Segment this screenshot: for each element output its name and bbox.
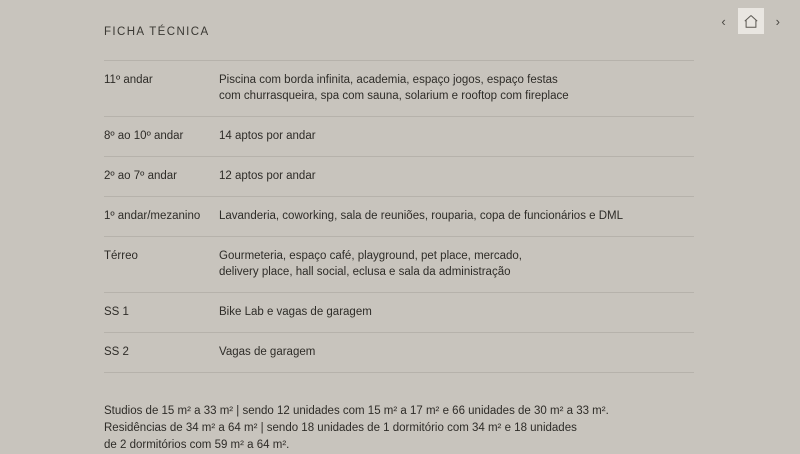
- page-navigation: [719, 8, 782, 34]
- row-value-line: Gourmeteria, espaço café, playground, pet place, mercado,: [219, 250, 523, 262]
- row-value-line: Piscina com borda infinita, academia, espaço jogos, espaço festas: [219, 74, 558, 86]
- row-value-line: Bike Lab e vagas de garagem: [219, 306, 372, 318]
- footnote-line: Studios de 15 m² a 33 m² | sendo 12 unidades com 15 m² a 17 m² e 66 unidades de 30 m² a 33 m².: [104, 405, 609, 417]
- row-label: Térreo: [104, 237, 219, 293]
- page-title: FICHA TÉCNICA: [104, 26, 210, 38]
- row-label: SS 2: [104, 333, 219, 373]
- row-label: 1º andar/mezanino: [104, 197, 219, 237]
- table-row: [104, 117, 694, 157]
- row-value: [219, 293, 694, 333]
- table-row: [104, 157, 694, 197]
- footnote-line: Residências de 34 m² a 64 m² | sendo 18 unidades de 1 dormitório com 34 m² e 18 unidades: [104, 422, 577, 434]
- document-content: [104, 26, 704, 454]
- table-row: [104, 293, 694, 333]
- spec-table: [104, 60, 694, 373]
- home-icon: [743, 14, 759, 29]
- row-value-line: 14 aptos por andar: [219, 130, 316, 142]
- row-value: [219, 237, 694, 293]
- row-label: 11º andar: [104, 61, 219, 117]
- row-value: [219, 61, 694, 117]
- row-label: SS 1: [104, 293, 219, 333]
- footnote-line: de 2 dormitórios com 59 m² a 64 m².: [104, 439, 290, 451]
- row-value: [219, 117, 694, 157]
- home-button[interactable]: [738, 8, 764, 34]
- table-row: [104, 197, 694, 237]
- row-value-line: 12 aptos por andar: [219, 170, 316, 182]
- footnote: [104, 403, 704, 454]
- row-value: [219, 197, 694, 237]
- prev-page-arrow[interactable]: ‹: [721, 13, 726, 29]
- row-value-line: com churrasqueira, spa com sauna, solarium e rooftop com fireplace: [219, 90, 569, 102]
- table-row: [104, 333, 694, 373]
- row-value-line: Vagas de garagem: [219, 346, 316, 358]
- row-value-line: delivery place, hall social, eclusa e sala da administração: [219, 266, 511, 278]
- row-label: 2º ao 7º andar: [104, 157, 219, 197]
- row-label: 8º ao 10º andar: [104, 117, 219, 157]
- table-row: [104, 237, 694, 293]
- row-value: [219, 157, 694, 197]
- next-page-arrow[interactable]: ›: [775, 13, 780, 29]
- row-value-line: Lavanderia, coworking, sala de reuniões, rouparia, copa de funcionários e DML: [219, 210, 624, 222]
- row-value: [219, 333, 694, 373]
- table-row: [104, 61, 694, 117]
